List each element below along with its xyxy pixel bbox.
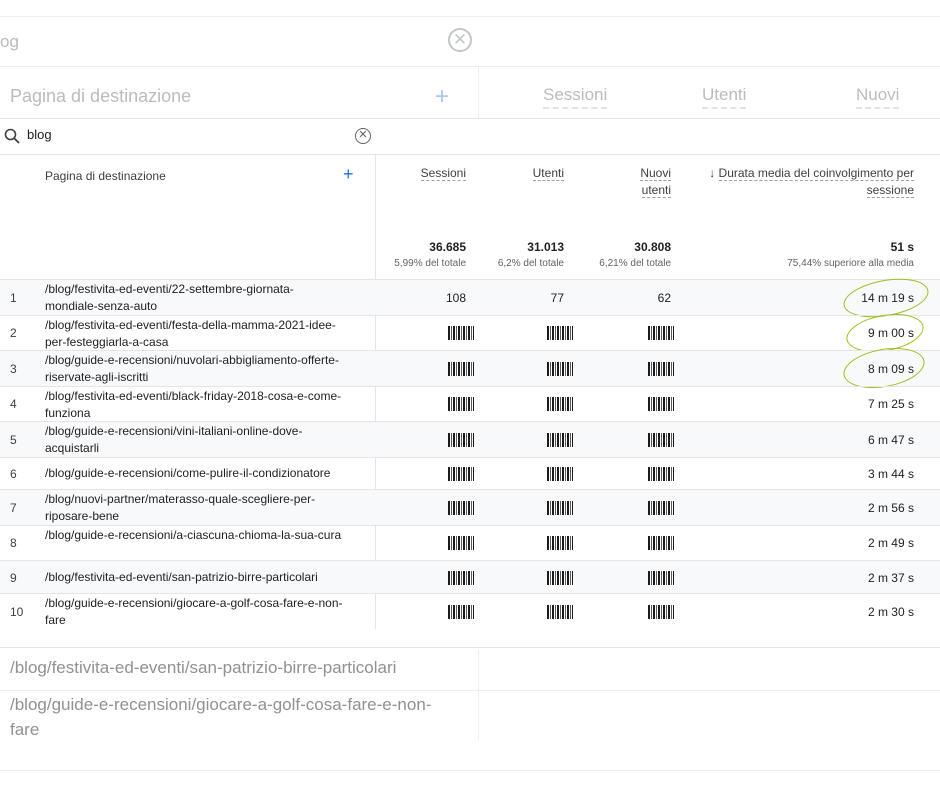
bg-dimension-title: Pagina di destinazione (10, 86, 192, 106)
header-users[interactable]: Utenti (532, 166, 564, 180)
row-number: 10 (10, 605, 24, 619)
redacted-value-icon (648, 326, 674, 340)
redacted-value-icon (547, 571, 573, 585)
redacted-value-icon (448, 605, 474, 619)
redacted-value-icon (648, 362, 674, 376)
row-number: 2 (10, 326, 17, 340)
bg-clear-icon: ✕ (448, 28, 472, 52)
row-engagement: 2 m 56 s (867, 501, 914, 515)
redacted-value-icon (448, 433, 474, 447)
row-engagement: 9 m 00 s (867, 326, 914, 340)
redacted-value-icon (648, 397, 674, 411)
redacted-value-icon (547, 605, 573, 619)
row-page-path[interactable]: /blog/guide-e-recensioni/a-ciascuna-chioma-la-sua-cura (45, 528, 342, 542)
total-engagement-comparison: 75,44% superiore alla media (787, 258, 914, 269)
row-engagement: 14 m 19 s (861, 291, 914, 305)
redacted-value-icon (547, 536, 573, 550)
add-dimension-icon[interactable]: + (343, 164, 354, 184)
row-number: 9 (10, 571, 17, 585)
table-row[interactable] (0, 421, 940, 458)
redacted-value-icon (448, 326, 474, 340)
row-number: 4 (10, 397, 17, 411)
row-page-path[interactable]: /blog/festivita-ed-eventi/black-friday-2018-cosa-e-come-funziona (45, 389, 342, 420)
redacted-value-icon (648, 605, 674, 619)
row-number: 3 (10, 362, 17, 376)
total-users: 31.013 (527, 240, 564, 254)
redacted-value-icon (547, 467, 573, 481)
row-number: 6 (10, 467, 17, 481)
search-input[interactable] (27, 127, 327, 142)
table-row[interactable] (0, 593, 940, 630)
total-sessions-share: 5,99% del totale (394, 258, 466, 269)
total-sessions: 36.685 (429, 240, 466, 254)
total-new-users: 30.808 (634, 240, 671, 254)
row-number: 5 (10, 433, 17, 447)
redacted-value-icon (547, 326, 573, 340)
row-page-path[interactable]: /blog/festivita-ed-eventi/festa-della-mamma-2021-idee-per-festeggiarla-a-casa (45, 318, 336, 349)
redacted-value-icon (648, 501, 674, 515)
row-new-users: 62 (657, 291, 671, 305)
bg-vertical-divider (478, 66, 479, 118)
row-page-path[interactable]: /blog/nuovi-partner/materasso-quale-scegliere-per-riposare-bene (45, 492, 316, 523)
table-row[interactable] (0, 350, 940, 387)
redacted-value-icon (547, 397, 573, 411)
sort-arrow-icon: ↓ (709, 166, 716, 180)
redacted-value-icon (648, 536, 674, 550)
header-new-users[interactable]: Nuovi utenti (640, 166, 671, 197)
row-number: 8 (10, 536, 17, 550)
redacted-value-icon (648, 433, 674, 447)
bg-vertical-divider (478, 650, 479, 740)
table-row[interactable] (0, 560, 940, 594)
bg-divider (0, 770, 940, 771)
bg-header-users: Utenti (702, 85, 746, 109)
clear-search-icon[interactable]: ✕ (355, 128, 371, 144)
bg-divider (0, 66, 940, 67)
row-page-path[interactable]: /blog/guide-e-recensioni/nuvolari-abbigliamento-offerte-riservate-agli-iscritti (45, 353, 339, 384)
dimension-column-title: Pagina di destinazione (45, 169, 166, 183)
redacted-value-icon (448, 362, 474, 376)
row-page-path[interactable]: /blog/guide-e-recensioni/giocare-a-golf-cosa-fare-e-non-fare (45, 596, 343, 627)
header-engagement[interactable]: ↓ Durata media del coinvolgimento per sessione (709, 166, 914, 197)
row-engagement: 6 m 47 s (867, 433, 914, 447)
redacted-value-icon (448, 571, 474, 585)
redacted-value-icon (547, 501, 573, 515)
header-sessions[interactable]: Sessioni (420, 166, 466, 180)
row-page-path[interactable]: /blog/festivita-ed-eventi/22-settembre-giornata-mondiale-senza-auto (45, 282, 294, 313)
row-page-path[interactable]: /blog/guide-e-recensioni/vini-italiani-online-dove-acquistarli (45, 424, 303, 455)
redacted-value-icon (648, 467, 674, 481)
redacted-value-icon (547, 433, 573, 447)
total-users-share: 6,2% del totale (497, 258, 564, 269)
row-number: 1 (10, 291, 17, 305)
bg-row-path: /blog/festivita-ed-eventi/san-patrizio-birre-particolari (10, 658, 397, 677)
redacted-value-icon (448, 397, 474, 411)
redacted-value-icon (547, 362, 573, 376)
row-engagement: 2 m 30 s (867, 605, 914, 619)
row-engagement: 2 m 49 s (867, 536, 914, 550)
table-row[interactable] (0, 315, 940, 351)
table-row[interactable] (0, 525, 940, 561)
row-engagement: 2 m 37 s (867, 571, 914, 585)
row-page-path[interactable]: /blog/guide-e-recensioni/come-pulire-il-condizionatore (45, 466, 331, 480)
table-search-bar (0, 119, 940, 155)
table-row[interactable] (0, 489, 940, 526)
row-number: 7 (10, 501, 17, 515)
row-page-path[interactable]: /blog/festivita-ed-eventi/san-patrizio-birre-particolari (45, 570, 318, 584)
redacted-value-icon (448, 501, 474, 515)
bg-header-new: Nuovi (856, 85, 899, 109)
row-sessions: 108 (445, 291, 466, 305)
row-engagement: 3 m 44 s (867, 467, 914, 481)
table-row[interactable] (0, 386, 940, 422)
redacted-value-icon (448, 536, 474, 550)
redacted-value-icon (648, 571, 674, 585)
row-engagement: 8 m 09 s (867, 362, 914, 376)
bg-row-path: /blog/guide-e-recensioni/giocare-a-golf-cosa-fare-e-non-fare (10, 695, 432, 739)
bg-search-text: og (0, 32, 19, 51)
table-row[interactable] (0, 457, 940, 490)
report-table-panel (0, 118, 940, 648)
redacted-value-icon (448, 467, 474, 481)
bg-header-sessions: Sessioni (543, 85, 607, 109)
bg-divider-top (0, 16, 940, 17)
total-engagement: 51 s (890, 240, 914, 254)
table-row[interactable] (0, 279, 940, 316)
row-users: 77 (550, 291, 564, 305)
bg-add-icon: + (435, 83, 450, 110)
total-new-users-share: 6,21% del totale (599, 258, 671, 269)
bg-divider (0, 690, 940, 691)
search-icon (4, 128, 20, 144)
row-engagement: 7 m 25 s (867, 397, 914, 411)
